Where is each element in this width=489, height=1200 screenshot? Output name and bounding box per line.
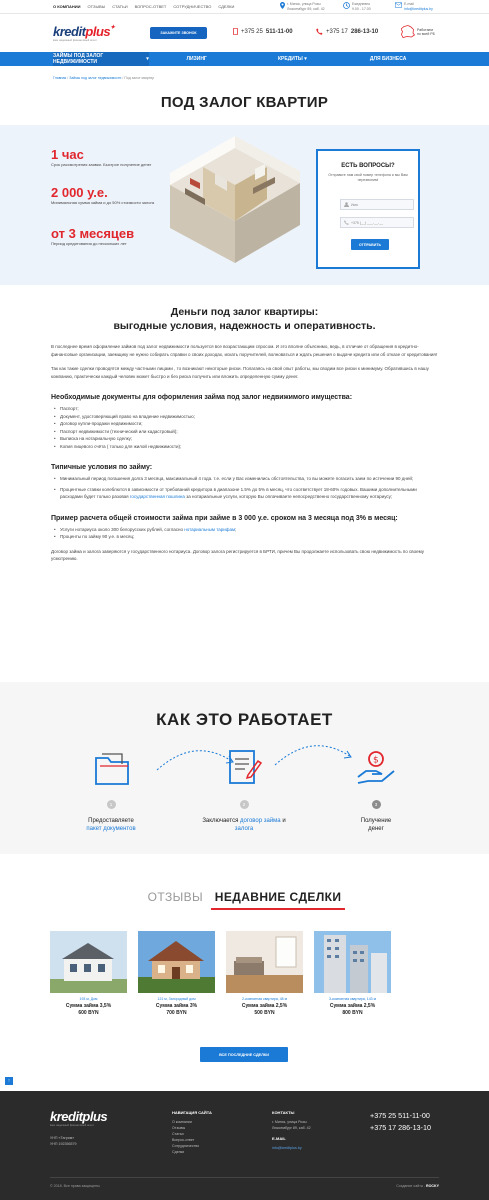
phone-2[interactable]: +375 17 286-13-10 [316, 28, 378, 35]
breadcrumb-home[interactable]: Главная [53, 76, 67, 80]
article-title: Деньги под залог квартиры: выгодные условия, надежность и оперативность. [113, 306, 376, 332]
deal-photo [226, 931, 303, 993]
phone-1[interactable]: +375 25 511-11-00 [233, 28, 293, 35]
breadcrumb-loans[interactable]: Займы под залог недвижимости [69, 76, 122, 80]
example-heading: Пример расчета общей стоимости займа при займе в 3 000 у.е. сроком на 3 месяца под 3% в месяц: [51, 514, 398, 522]
deal-photo [314, 931, 391, 993]
page-title: ПОД ЗАЛОГ КВАРТИР [160, 94, 329, 111]
phone-icon [316, 28, 323, 35]
top-hours: Ежедневно 9.00 - 17.00 [343, 2, 371, 11]
footer-nav: НАВИГАЦИЯ САЙТА О компании Отзывы Статьи Вопрос-ответ Сотрудничество Сделки [172, 1110, 212, 1154]
main-nav [0, 52, 489, 66]
svg-text:$: $ [373, 755, 379, 766]
documents-icon [92, 750, 132, 790]
footer-contacts: КОНТАКТЫ г. Минск, улица Розы Люксембург 89, каб. 42 E-MAIL info@kreditplus.by [272, 1110, 311, 1150]
all-deals-button[interactable]: ВСЕ ПОСЛЕДНИЕ СДЕЛКИ [200, 1047, 288, 1062]
article-risks: Так как такие сделки проводятся между частными лицами , то возникают некоторые риски. Полагаясь на свой опыт работы, мы сводим все риски к минимуму. Обратившись в нашу компанию, практически каждый человек может быстро и без риска получить или вложить определенную сумму денег. [51, 366, 429, 379]
top-bar [0, 0, 489, 14]
article-intro: В последнее время оформление займов под залог недвижимости пользуется все возрастающим спросом. И это вполне объяснимо, ведь, в отличие от обращения в кредитно-финансовые организации, заемщику не нужно собирать справки о своих доходах, искать поручителей, волноваться и ждать решения о выдаче кредита или об отказе от кредитования! [51, 344, 438, 357]
belarus-badge: Работаем по всей РБ [401, 25, 435, 38]
deal-card[interactable]: 3-комнатная квартира, 143 м Сумма займа 2,5% 800 BYN [314, 931, 391, 1016]
belarus-map-icon [401, 25, 415, 38]
top-nav-about[interactable]: О КОМПАНИИ [53, 4, 81, 9]
send-button[interactable]: ОТПРАВИТЬ [351, 239, 389, 250]
step-2: 2 Заключается договор займа и залога [202, 802, 286, 832]
footer-phone-1[interactable]: +375 25 511-11-00 [370, 1111, 430, 1120]
list-item: • Услуги нотариуса около 300 белорусских рублей, согласно нотариальным тарифам; [51, 526, 438, 534]
footer-company: УНП «Тагрим» УНП 192356579 [50, 1136, 77, 1146]
deals-tabs [0, 890, 489, 910]
list-item: • Процентные ставки колеблются в зависимости от требований кредитора в диапазоне 1.5% до 5% в месяц, что соответствует 18-60% годовых. Вашими дополнительными расходами будет только разовая государственная пошлина за нотариальные услуги, которую Вы оплачиваете непосредственно государственному нотариусу; [51, 486, 438, 501]
developer-link[interactable]: ROCKY [426, 1184, 439, 1188]
chevron-down-icon: ▾ [146, 56, 149, 62]
header [0, 14, 489, 52]
article [51, 305, 438, 563]
deal-photo [50, 931, 127, 993]
footer-nav-item[interactable]: Вопрос-ответ [172, 1138, 195, 1142]
footer-nav-item[interactable]: Сотрудничество [172, 1144, 200, 1148]
deal-card[interactable]: 193 м, Дом Сумма займа 3,5% 600 BYN [50, 931, 127, 1016]
top-nav-faq[interactable]: ВОПРОС-ОТВЕТ [134, 4, 167, 9]
main-nav-leasing[interactable]: ЛИЗИНГ [186, 56, 207, 62]
docs-list [51, 405, 438, 450]
top-address: г. Минск, улица Розы Люксембург 89, каб. 42 [280, 2, 325, 11]
location-pin-icon [280, 2, 285, 9]
footer-nav-item[interactable]: Статьи [172, 1132, 184, 1136]
breadcrumb: Главная / Займы под залог недвижимости / Под залог квартир [53, 76, 155, 80]
copyright: © 2018. Все права защищены [50, 1184, 100, 1188]
state-fee-link[interactable]: государственная пошлина [129, 494, 185, 499]
mail-icon [395, 2, 402, 8]
chevron-down-icon: ▾ [304, 56, 307, 62]
how-it-works [0, 682, 489, 854]
callback-form: ЕСТЬ ВОПРОСЫ? Отправьте нам свой номер телефона и мы Вам перезвоним! Имя +375 (__) ___-__-__ ОТПРАВИТЬ [316, 149, 420, 269]
top-nav-cooperation[interactable]: СОТРУДНИЧЕСТВО [173, 4, 212, 9]
user-icon [344, 202, 349, 207]
deal-card[interactable]: 121 м, Загородный дом Сумма займа 3% 700 BYN [138, 931, 215, 1016]
order-call-button[interactable]: ЗАКАЖИТЕ ЗВОНОК [150, 27, 207, 39]
deal-card[interactable]: 2-комнатная квартира, 48 м Сумма займа 2,5% 500 BYN [226, 931, 303, 1016]
docs-heading: Необходимые документы для оформления займа под залог недвижимого имущества: [51, 394, 353, 401]
deals-cards [50, 931, 391, 1016]
list-item: • Копия лицевого счёта ( только для жилой недвижимости); [51, 443, 438, 451]
list-item: • Проценты по займу 90 у.е. в месяц; [51, 533, 438, 541]
arrow-decoration [273, 737, 353, 767]
apartment-illustration [165, 133, 305, 273]
list-item: • Документ, удостоверяющий право на владение недвижимостью; [51, 413, 438, 421]
step-1: 1 Предоставляете пакет документов [86, 802, 136, 832]
top-nav-deals[interactable]: СДЕЛКИ [218, 4, 235, 9]
top-email-link[interactable]: info@kreditplus.by [404, 6, 433, 11]
list-item: • Паспорт недвижимости (технический или кадастровый); [51, 428, 438, 436]
footer-nav-item[interactable]: О компании [172, 1120, 192, 1124]
list-item: • Договор купли-продажи недвижимости; [51, 420, 438, 428]
notary-tariffs-link[interactable]: нотариальным тарифам [184, 526, 236, 532]
terms-list [51, 475, 438, 501]
article-outro: Договор займа и залога заверяются у государственного нотариуса. Договор залога регистрируется в БРТИ, причем Вы продолжаете использовать свою недвижимость по своему усмотрению. [51, 548, 425, 561]
phone-icon [344, 220, 349, 225]
top-nav [53, 4, 234, 9]
top-email: E-mail info@kreditplus.by [395, 2, 433, 11]
made-by: Создание сайта - ROCKY [396, 1184, 439, 1188]
phone-input[interactable]: +375 (__) ___-__-__ [340, 217, 414, 228]
footer-email-link[interactable]: info@kreditplus.by [272, 1146, 302, 1150]
pledge-link[interactable]: залога [234, 826, 254, 832]
footer-nav-item[interactable]: Отзывы [172, 1126, 186, 1130]
footer-phone-2[interactable]: +375 17 286-13-10 [370, 1123, 431, 1132]
arrow-decoration [155, 742, 235, 772]
mobile-phone-icon [233, 28, 238, 35]
contract-icon [224, 747, 264, 791]
list-item: • Минимальный период погашения долга 3 месяца, максимальный 4 года. т.е. если у Вас изменились обстоятельства, то вы можете погасить заем по истечении 90 дней; [51, 475, 438, 483]
step-3: 3 Получение денег [360, 802, 392, 832]
list-item: • Выписка на нотариальную сделку; [51, 435, 438, 443]
logo[interactable]: kreditplus✦ ваш надежный финансовый агент [53, 24, 115, 42]
tab-reviews[interactable]: ОТЗЫВЫ [147, 890, 204, 904]
example-list [51, 526, 438, 541]
documents-package-link[interactable]: пакет документов [86, 826, 136, 832]
fact-time: 1 час Срок рассмотрения заявки. Быстрое получение денег [51, 147, 152, 167]
top-nav-reviews[interactable]: ОТЗЫВЫ [87, 4, 106, 9]
footer-divider [50, 1177, 439, 1178]
breadcrumb-current: Под залог квартир [124, 76, 155, 80]
top-nav-articles[interactable]: СТАТЬИ [112, 4, 128, 9]
footer-nav-item[interactable]: Сделки [172, 1150, 185, 1154]
arrow-up-icon: ↑ [7, 1078, 11, 1084]
tab-recent-deals[interactable]: НЕДАВНИЕ СДЕЛКИ [211, 890, 346, 910]
terms-heading: Типичные условия по займу: [51, 464, 153, 471]
main-nav-credits[interactable]: КРЕДИТЫ ▾ [278, 56, 307, 62]
money-hand-icon [356, 747, 396, 787]
scroll-top-button[interactable] [5, 1077, 13, 1085]
hero-section [0, 125, 489, 285]
main-nav-business[interactable]: ДЛЯ БИЗНЕСА [369, 56, 407, 62]
footer-bottom [50, 1184, 439, 1188]
footer-logo[interactable]: kreditplus ваш надежный финансовый агент [50, 1109, 108, 1127]
name-input[interactable]: Имя [340, 199, 414, 210]
fact-period: от 3 месяцев Период кредитования до нескольких лет [51, 226, 135, 246]
how-title: КАК ЭТО РАБОТАЕТ [156, 710, 333, 729]
loan-contract-link[interactable]: договор займа [240, 818, 281, 824]
clock-icon [343, 2, 350, 9]
fact-min-sum: 2 000 у.е. Минимальная сумма займа и до 50% стоимости залога [51, 185, 155, 205]
main-nav-real-estate-loans[interactable]: ЗАЙМЫ ПОД ЗАЛОГ НЕДВИЖИМОСТИ ▾ [53, 53, 149, 65]
deal-photo [138, 931, 215, 993]
list-item: • Паспорт; [51, 405, 438, 413]
